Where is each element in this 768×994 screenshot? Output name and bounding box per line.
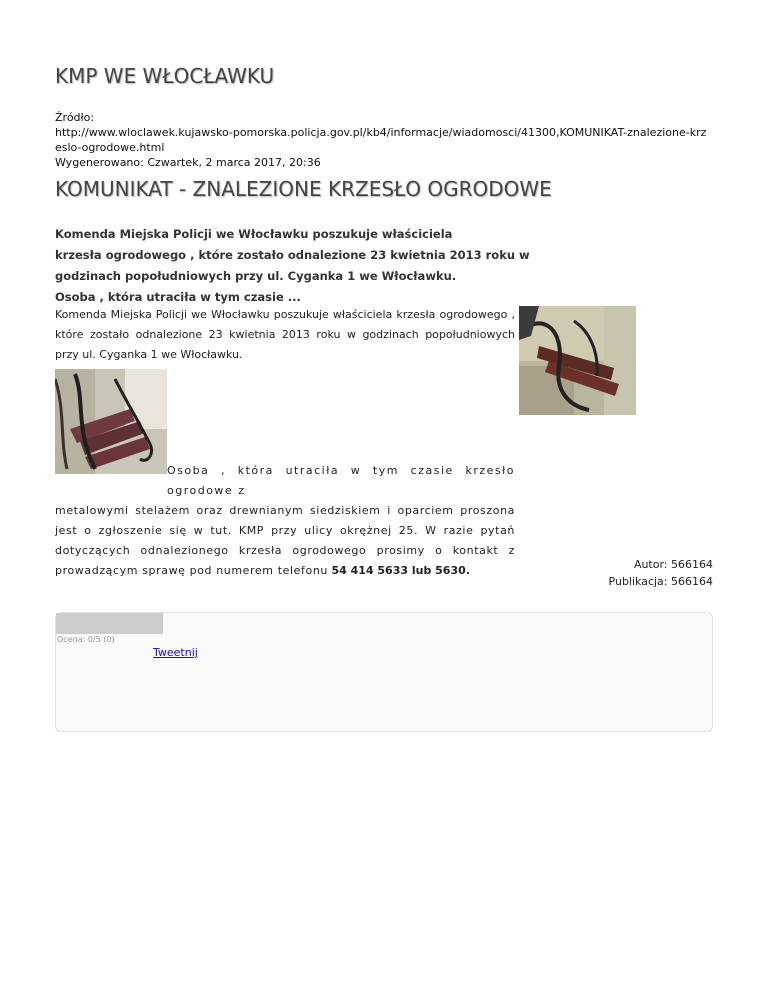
lead-line: Osoba , która utraciła w tym czasie ... [55, 290, 301, 304]
author-label: Autor: 566164 [633, 558, 713, 571]
article-paragraph-1: Komenda Miejska Policji we Włocławku poszukuje właściciela krzesła ogrodowego , które zostało odnalezione 23 kwietnia 2013 roku w godzinach popołudniowych przy ul. Cyganka 1 we Włocławku. [55, 308, 515, 361]
rating-box [55, 612, 713, 732]
lead-line: Komenda Miejska Policji we Włocławku poszukuje właściciela [55, 227, 453, 241]
article-lead [55, 224, 535, 308]
source-url: http://www.wloclawek.kujawsko-pomorska.policja.gov.pl/kb4/informacje/wiadomosci/41300,KOMUNIKAT-znalezione-krzeslo-ogrodowe.html [55, 126, 707, 154]
chair-photo-left [55, 369, 167, 474]
author-info [609, 556, 713, 590]
article-title: KOMUNIKAT - ZNALEZIONE KRZESŁO OGRODOWE [55, 177, 552, 201]
lead-line: krzesła ogrodowego , które zostało odnalezione 23 kwietnia 2013 roku w [55, 248, 530, 262]
source-label: Źródło: [55, 111, 95, 124]
generated-date: Wygenerowano: Czwartek, 2 marca 2017, 20:36 [55, 156, 321, 169]
document-meta [55, 110, 713, 170]
site-title: KMP WE WŁOCŁAWKU [55, 64, 275, 88]
paragraph-2-first-line: Osoba , która utraciła w tym czasie krzesło ogrodowe z [167, 464, 515, 497]
rating-bar[interactable] [56, 613, 163, 634]
article-paragraph-2 [55, 461, 515, 581]
rating-text: Ocena: 0/5 (0) [57, 635, 115, 644]
lead-line: godzinach popołudniowych przy ul. Cyganka 1 we Włocławku. [55, 269, 457, 283]
phone-number: 54 414 5633 lub 5630. [331, 564, 470, 577]
chair-photo-right [519, 306, 636, 415]
publication-label: Publikacja: 566164 [608, 575, 713, 588]
tweet-link[interactable]: Tweetnij [153, 646, 198, 659]
paragraph-2-body: metalowymi stelażem oraz drewnianym siedziskiem i oparciem proszona jest o zgłoszenie się w tut. KMP przy ulicy okrężnej 25. W razie pytań dotyczących odnalezionego krzesła ogrodowego prosimy o kontakt z prowadzącym sprawę pod numerem telefonu [55, 504, 515, 577]
